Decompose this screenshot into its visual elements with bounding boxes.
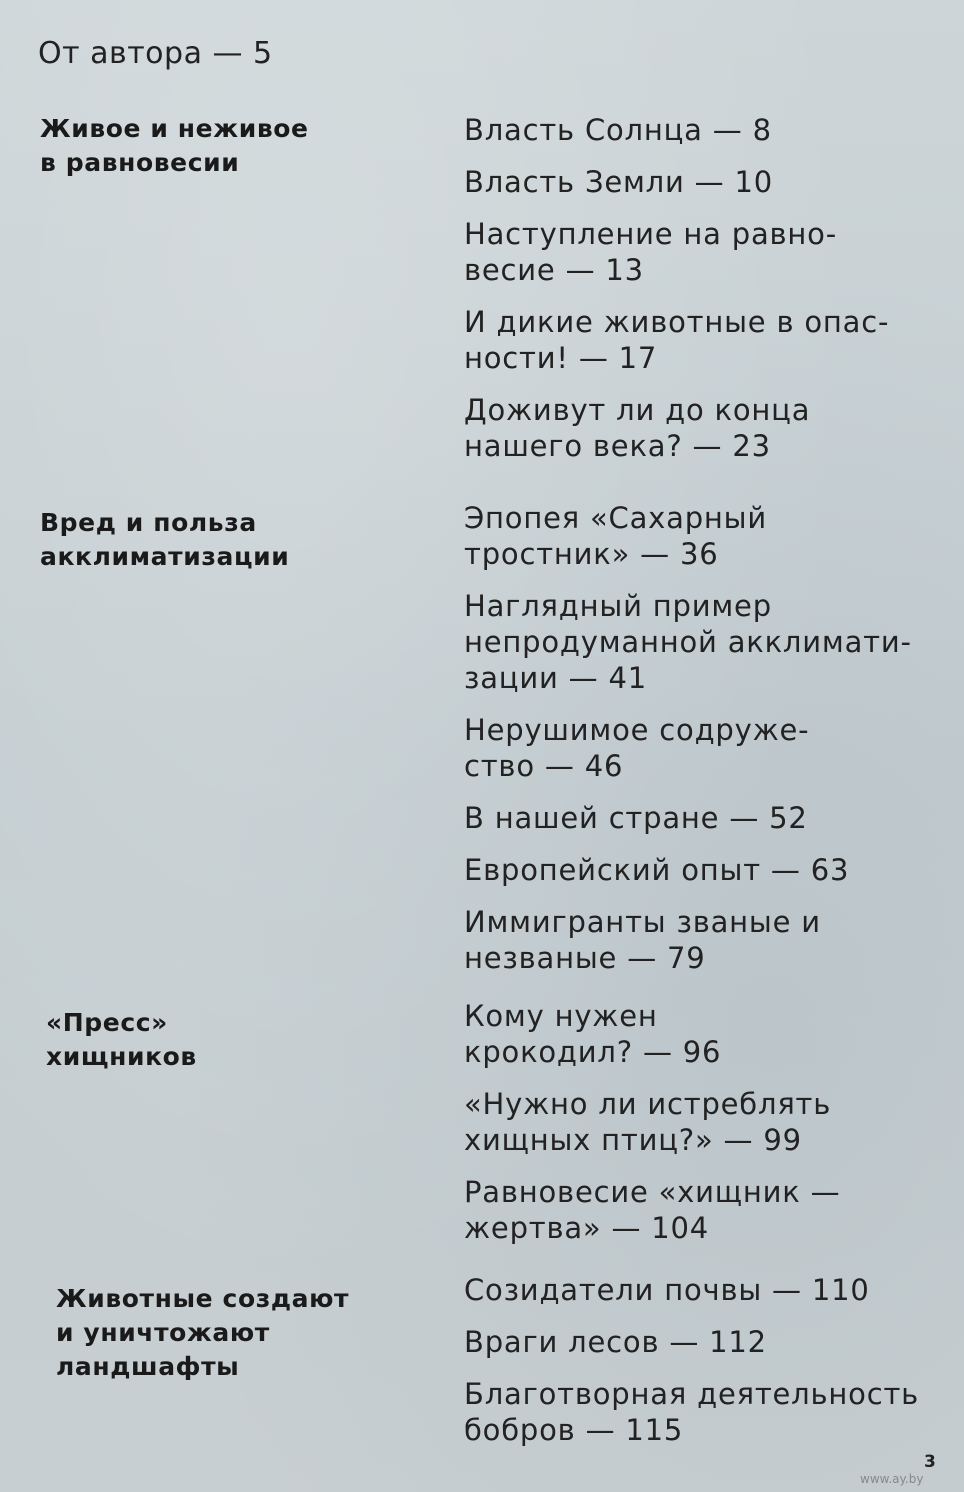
section-title-line: акклиматизации [40,542,290,571]
section-title-line: хищников [46,1042,197,1071]
toc-entry [464,1174,934,1246]
section-title [46,1006,386,1074]
toc-entry-line: Благотворная деятельность [464,1377,920,1411]
toc-entry-line: бобров — 115 [464,1413,684,1447]
toc-entry-line: Доживут ли до конца [464,393,811,427]
toc-entry-line: Наступление на равно- [464,217,837,251]
toc-entry [464,392,934,464]
toc-entry [464,904,934,976]
toc-entry-line: хищных птиц?» — 99 [464,1123,802,1157]
toc-entry-line: Наглядный пример [464,589,772,623]
section-title-line: в равновесии [40,148,240,177]
toc-entry-line: Власть Солнца — 8 [464,113,772,147]
toc-entry-line: «Нужно ли истреблять [464,1087,832,1121]
toc-entry-line: Нерушимое содруже- [464,713,810,747]
toc-entry-line: тростник» — 36 [464,537,719,571]
section-title-line: «Пресс» [46,1008,168,1037]
toc-entry-line: И дикие животные в опас- [464,305,890,339]
section-title-line: ландшафты [56,1352,240,1381]
toc-entry-line: Европейский опыт — 63 [464,853,850,887]
toc-entry-line: зации — 41 [464,661,647,695]
toc-entry-line: весие — 13 [464,253,644,287]
toc-entry-line: ство — 46 [464,749,624,783]
toc-entry-line: В нашей стране — 52 [464,801,808,835]
toc-entry [464,164,934,200]
author-foreword-entry: От автора — 5 [38,36,273,71]
toc-entry [464,500,934,572]
toc-entry-line: Равновесие «хищник — [464,1175,841,1209]
toc-entry-line: непродуманной акклимати- [464,625,912,659]
section-title [56,1282,396,1384]
toc-entry-line: жертва» — 104 [464,1211,710,1245]
toc-entry [464,304,934,376]
section-title-line: и уничтожают [56,1318,270,1347]
section-entries [464,500,934,992]
toc-entry [464,1086,934,1158]
toc-entry-line: Власть Земли — 10 [464,165,773,199]
section-entries [464,112,934,480]
toc-entry-line: Созидатели почвы — 110 [464,1273,870,1307]
toc-entry [464,216,934,288]
toc-entry-line: незваные — 79 [464,941,706,975]
section-title-line: Животные создают [56,1284,350,1313]
toc-entry [464,800,934,836]
page-number: 3 [924,1452,936,1472]
section-title [40,112,380,180]
toc-entry [464,712,934,784]
toc-entry [464,112,934,148]
toc-entry-line: Эпопея «Сахарный [464,501,768,535]
section-entries [464,1272,934,1464]
section-title-line: Вред и польза [40,508,257,537]
toc-entry [464,998,934,1070]
toc-entry [464,1324,934,1360]
section-title [40,506,380,574]
toc-entry-line: ности! — 17 [464,341,658,375]
toc-entry [464,852,934,888]
toc-entry [464,1376,934,1448]
toc-entry [464,1272,934,1308]
toc-entry-line: крокодил? — 96 [464,1035,722,1069]
watermark: www.ay.by [860,1472,924,1486]
toc-entry-line: Иммигранты званые и [464,905,821,939]
toc-entry-line: Кому нужен [464,999,658,1033]
toc-entry-line: нашего века? — 23 [464,429,771,463]
toc-entry [464,588,934,696]
toc-entry-line: Враги лесов — 112 [464,1325,767,1359]
section-entries [464,998,934,1262]
section-title-line: Живое и неживое [40,114,309,143]
